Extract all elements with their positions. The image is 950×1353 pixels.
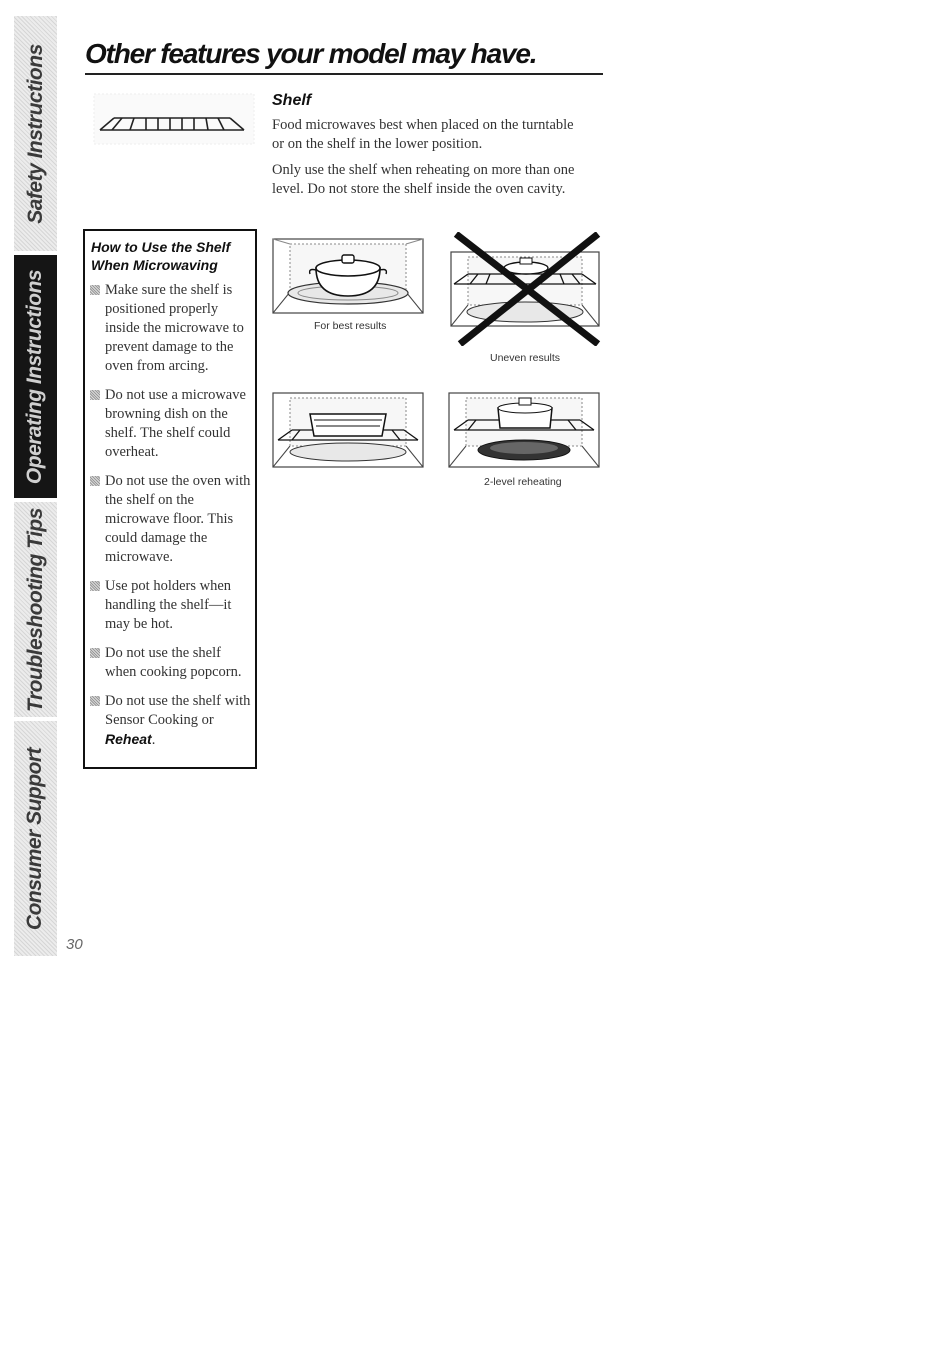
- howto-box: [83, 229, 257, 769]
- bullet-icon: [90, 581, 100, 591]
- bullet-icon: [90, 476, 100, 486]
- howto-heading: [91, 238, 251, 274]
- howto-list: [90, 281, 252, 760]
- two-level-reheating-caption: 2-level reheating: [484, 476, 562, 488]
- tab-label: Consumer Support: [23, 747, 47, 930]
- list-item: [90, 386, 252, 462]
- tab-label: Operating Instructions: [23, 269, 47, 484]
- list-item: [90, 472, 252, 567]
- list-item-text: Do not use a microwave browning dish on the shelf. The shelf could overheat.: [105, 387, 246, 460]
- list-item-text: Use pot holders when handling the shelf—it may be hot.: [105, 578, 232, 632]
- list-item-text: Do not use the shelf with Sensor Cooking or: [105, 693, 251, 728]
- list-item: [90, 281, 252, 376]
- bullet-icon: [90, 390, 100, 400]
- best-results-illustration: [272, 238, 424, 314]
- tab-operating-instructions[interactable]: [14, 255, 57, 498]
- shelf-heading: Shelf: [272, 92, 312, 109]
- tab-consumer-support[interactable]: [14, 721, 57, 956]
- uneven-results-caption: Uneven results: [490, 352, 561, 364]
- list-item-text: Do not use the oven with the shelf on the microwave floor. This could damage the microwave.: [105, 473, 251, 565]
- tab-troubleshooting-tips[interactable]: [14, 502, 57, 717]
- list-item-text: Do not use the shelf when cooking popcorn.: [105, 645, 242, 680]
- list-item: [90, 577, 252, 634]
- title-divider: [85, 73, 603, 75]
- reheat-emphasis: Reheat: [105, 731, 152, 747]
- shelf-paragraph: Food microwaves best when placed on the turntable or on the shelf in the lower position.: [272, 117, 574, 152]
- tab-label: Troubleshooting Tips: [23, 507, 47, 712]
- howto-heading-line: How to Use the Shelf: [91, 239, 231, 255]
- best-results-caption: For best results: [314, 320, 387, 332]
- casserole-shelf-illustration: [272, 392, 424, 468]
- list-item: [90, 692, 252, 750]
- bullet-icon: [90, 696, 100, 706]
- list-item-suffix: .: [151, 732, 156, 748]
- page-number: 30: [66, 936, 83, 953]
- section-sidebar: [14, 16, 57, 956]
- two-level-reheating-illustration: [448, 392, 600, 468]
- howto-heading-line: When Microwaving: [91, 257, 218, 273]
- page-title: Other features your model may have.: [85, 38, 537, 69]
- uneven-results-illustration: [448, 232, 604, 346]
- tab-label: Safety Instructions: [23, 43, 47, 224]
- bullet-icon: [90, 648, 100, 658]
- bullet-icon: [90, 285, 100, 295]
- list-item: [90, 644, 252, 682]
- tab-safety-instructions[interactable]: [14, 16, 57, 251]
- shelf-icon: [92, 92, 257, 147]
- list-item-text: Make sure the shelf is positioned properly inside the microwave to prevent damage to the oven from arcing.: [105, 282, 244, 374]
- shelf-paragraph: Only use the shelf when reheating on more than one level. Do not store the shelf inside the oven cavity.: [272, 162, 575, 197]
